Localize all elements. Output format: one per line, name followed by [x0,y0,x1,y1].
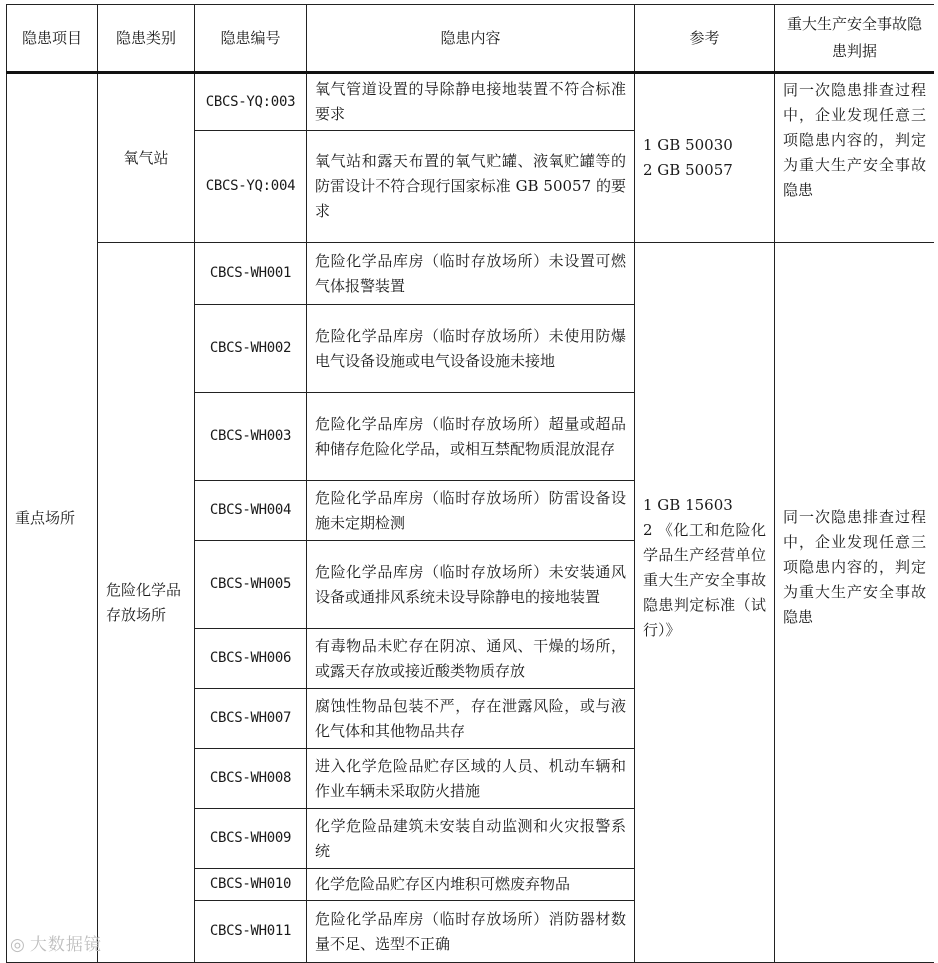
content-cell: 有毒物品未贮存在阴凉、通风、干燥的场所，或露天存放或接近酸类物质存放 [307,629,635,689]
header-row [7,5,935,73]
header-content: 隐患内容 [307,5,635,73]
header-code: 隐患编号 [195,5,307,73]
header-category: 隐患类别 [98,5,195,73]
code-cell: CBCS-WH010 [195,869,307,901]
judgement-cell: 同一次隐患排查过程中，企业发现任意三项隐患内容的，判定为重大生产安全事故隐患 [775,73,935,243]
code-cell: CBCS-WH008 [195,749,307,809]
content-cell: 氧气站和露天布置的氧气贮罐、液氧贮罐等的防雷设计不符合现行国家标准 GB 50057 的要求 [307,131,635,243]
code-cell: CBCS-WH006 [195,629,307,689]
content-cell: 危险化学品库房（临时存放场所）未设置可燃气体报警装置 [307,243,635,305]
table-row [7,243,935,305]
code-cell: CBCS-WH004 [195,481,307,541]
content-cell: 腐蚀性物品包装不严，存在泄露风险，或与液化气体和其他物品共存 [307,689,635,749]
header-judgement: 重大生产安全事故隐患判据 [775,5,935,73]
code-cell: CBCS-WH003 [195,393,307,481]
reference-line: 1 GB 50030 [643,136,733,154]
page [6,4,934,963]
content-cell: 进入化学危险品贮存区域的人员、机动车辆和作业车辆未采取防火措施 [307,749,635,809]
judgement-cell: 同一次隐患排查过程中，企业发现任意三项隐患内容的，判定为重大生产安全事故隐患 [775,243,935,963]
content-cell: 危险化学品库房（临时存放场所）消防器材数量不足、选型不正确 [307,901,635,963]
code-cell: CBCS-WH011 [195,901,307,963]
content-cell: 氧气管道设置的导除静电接地装置不符合标准要求 [307,73,635,131]
content-cell: 危险化学品库房（临时存放场所）未使用防爆电气设备设施或电气设备设施未接地 [307,305,635,393]
category-cell: 氧气站 [98,73,195,243]
hazard-table [6,4,934,963]
code-cell: CBCS-YQ:004 [195,131,307,243]
code-cell: CBCS-WH001 [195,243,307,305]
content-cell: 危险化学品库房（临时存放场所）未安装通风设备或通排风系统未设导除静电的接地装置 [307,541,635,629]
camera-icon: ◎ [10,935,26,955]
header-reference: 参考 [635,5,775,73]
reference-line: 2 GB 50057 [643,161,733,179]
content-cell: 化学危险品建筑未安装自动监测和火灾报警系统 [307,809,635,869]
code-cell: CBCS-WH009 [195,809,307,869]
code-cell: CBCS-WH007 [195,689,307,749]
reference-line: 1 GB 15603 [643,496,733,514]
category-cell: 危险化学品存放场所 [98,243,195,963]
code-cell: CBCS-WH005 [195,541,307,629]
reference-line: 2 《化工和危险化学品生产经营单位重大生产安全事故隐患判定标准（试行）》 [643,521,766,639]
table-row [7,73,935,131]
watermark-text: 大数据镜 [29,935,102,955]
code-cell: CBCS-WH002 [195,305,307,393]
reference-cell [635,243,775,963]
header-project: 隐患项目 [7,5,98,73]
content-cell: 危险化学品库房（临时存放场所）防雷设备设施未定期检测 [307,481,635,541]
content-cell: 化学危险品贮存区内堆积可燃废弃物品 [307,869,635,901]
watermark [10,930,102,955]
project-cell: 重点场所 [7,73,98,963]
content-cell: 危险化学品库房（临时存放场所）超量或超品种储存危险化学品，或相互禁配物质混放混存 [307,393,635,481]
code-cell: CBCS-YQ:003 [195,73,307,131]
reference-cell [635,73,775,243]
